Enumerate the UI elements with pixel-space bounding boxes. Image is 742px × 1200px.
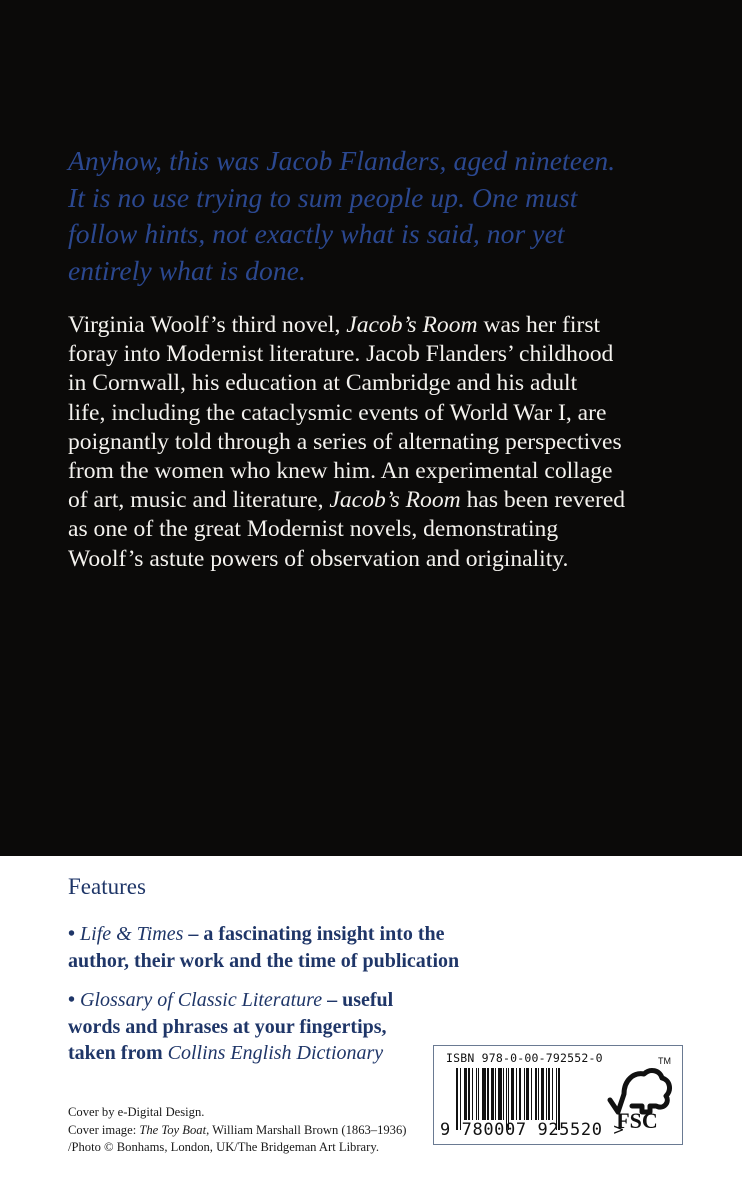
blurb-line: life, including the cataclysmic events of World War I, are [68, 399, 607, 426]
feature-line [68, 1040, 488, 1067]
credit-line [68, 1122, 448, 1140]
book-title-italic: Jacob’s Room [346, 312, 478, 338]
feature-line [68, 921, 488, 948]
feature-item-glossary [68, 987, 488, 1067]
feature-line: words and phrases at your fingertips, [68, 1015, 387, 1038]
quote-line: follow hints, not exactly what is said, nor yet [68, 218, 565, 249]
credit-text: , William Marshall Brown (1863–1936) [206, 1122, 407, 1137]
blurb-line: poignantly told through a series of alternating perspectives [68, 428, 622, 455]
feature-line [68, 987, 488, 1014]
quote-line: It is no use trying to sum people up. One must [68, 181, 578, 213]
blurb-line: in Cornwall, his education at Cambridge and his adult [68, 370, 578, 397]
blurb-text: of art, music and literature, [68, 487, 330, 514]
quote-line: Anyhow, this was Jacob Flanders, aged nineteen. [68, 145, 616, 176]
blurb-line: foray into Modernist literature. Jacob Flanders’ childhood [68, 341, 614, 368]
blurb-line: as one of the great Modernist novels, demonstrating [68, 516, 559, 543]
blurb-text: Virginia Woolf’s third novel, [68, 312, 347, 338]
book-title-italic: Jacob’s Room [329, 487, 461, 514]
feature-line: author, their work and the time of publication [68, 949, 460, 972]
blurb-line: Woolf’s astute powers of observation and originality. [68, 545, 569, 572]
blurb-line [68, 311, 698, 340]
ean-number: 9 780007 925520 > [440, 1120, 625, 1140]
epigraph-quote [68, 143, 688, 289]
feature-text: taken from [68, 1042, 168, 1064]
bullet-icon: • [68, 989, 81, 1011]
barcode-icon [456, 1068, 590, 1126]
blurb-text: was her first [477, 312, 601, 338]
cover-credits [68, 1104, 448, 1157]
barcode-panel [433, 1045, 683, 1145]
credit-text: Cover image: [68, 1122, 140, 1137]
credit-line: /Photo © Bonhams, London, UK/The Bridgeman Art Library. [68, 1140, 379, 1154]
feature-text: – a fascinating insight into the [183, 923, 445, 945]
dictionary-name: Collins English Dictionary [167, 1042, 384, 1064]
fsc-logo-text: FSC [616, 1108, 658, 1133]
credit-line: Cover by e-Digital Design. [68, 1105, 205, 1119]
trademark-symbol: TM [658, 1056, 671, 1066]
blurb-text: has been revered [460, 487, 626, 514]
feature-text: – useful [322, 989, 394, 1011]
blurb-line [68, 486, 698, 515]
feature-item-life-and-times [68, 921, 488, 974]
feature-name: Life & Times [80, 923, 184, 945]
isbn-label: ISBN 978-0-00-792552-0 [446, 1051, 603, 1065]
features-heading: Features [68, 874, 146, 899]
quote-line: entirely what is done. [68, 254, 306, 286]
blurb-line: from the women who knew him. An experimental collage [68, 458, 613, 485]
book-blurb [68, 311, 698, 574]
bullet-icon: • [68, 923, 81, 945]
artwork-title: The Toy Boat [139, 1122, 207, 1137]
feature-name: Glossary of Classic Literature [80, 989, 323, 1011]
